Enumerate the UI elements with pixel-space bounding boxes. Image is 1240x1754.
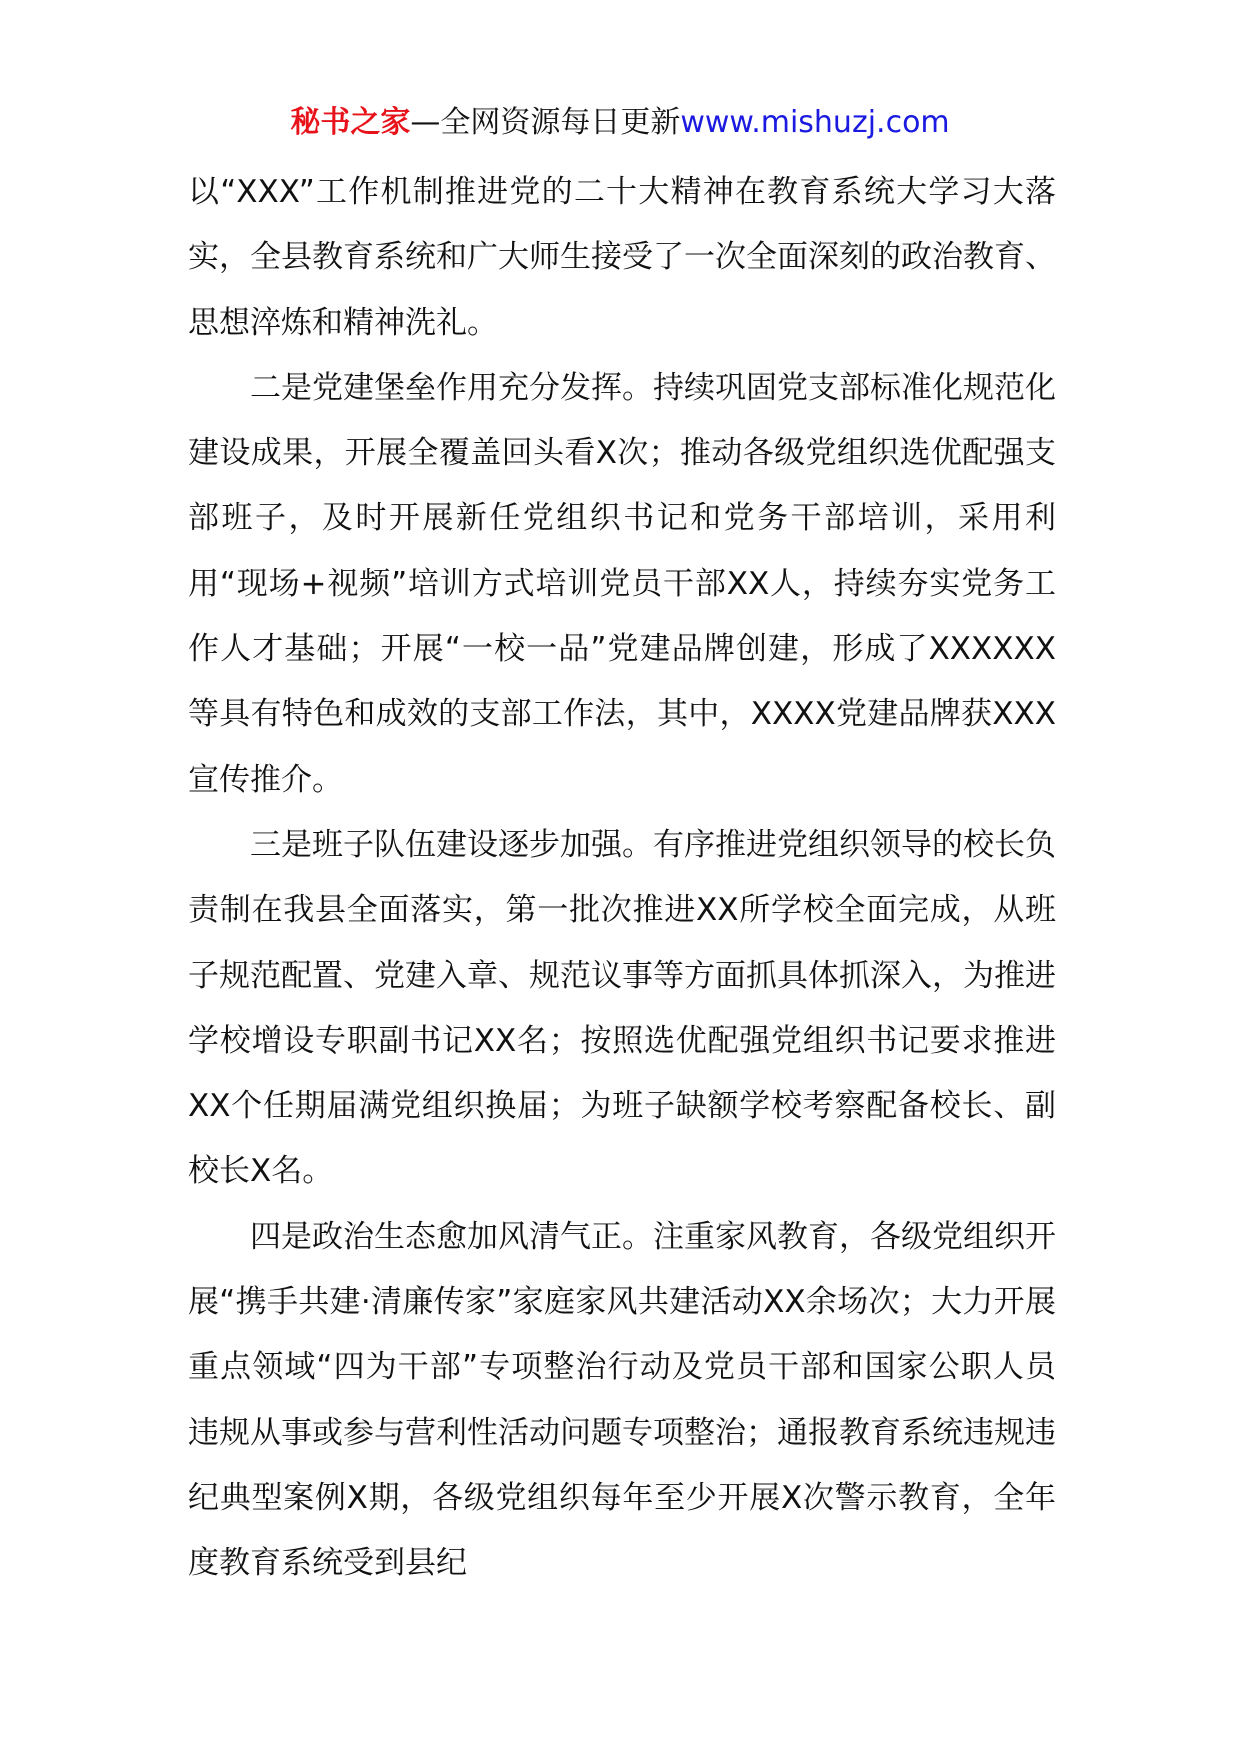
page-header <box>0 103 1240 143</box>
header-site-url[interactable]: www.mishuzj.com <box>680 105 950 140</box>
paragraph-political-ecology: 四是政治生态愈加风清气正。注重家风教育，各级党组织开展“携手共建·清廉传家”家庭家风共建活动XX余场次；大力开展重点领域“四为干部”专项整治行动及党员干部和国家公职人员违规从事或参与营利性活动问题专项整治；通报教育系统违规违纪典型案例X期，各级党组织每年至少开展X次警示教育，全年度教育系统受到县纪 <box>188 1218 1056 1582</box>
document-body <box>188 160 1056 1597</box>
header-brand: 秘书之家 <box>290 105 411 140</box>
paragraph-intro-continuation: 以“XXX”工作机制推进党的二十大精神在教育系统大学习大落实，全县教育系统和广大师生接受了一次全面深刻的政治教育、思想淬炼和精神洗礼。 <box>188 174 1056 341</box>
paragraph-party-building: 二是党建堡垒作用充分发挥。持续巩固党支部标准化规范化建设成果，开展全覆盖回头看X次；推动各级党组织选优配强支部班子，及时开展新任党组织书记和党务干部培训，采用利用“现场+视频”培训方式培训党员干部XX人，持续夯实党务工作人才基础；开展“一校一品”党建品牌创建，形成了XXXXXX等具有特色和成效的支部工作法，其中，XXXX党建品牌获XXX宣传推介。 <box>188 369 1056 798</box>
header-tagline: —全网资源每日更新 <box>410 105 681 140</box>
paragraph-team-building: 三是班子队伍建设逐步加强。有序推进党组织领导的校长负责制在我县全面落实，第一批次推进XX所学校全面完成，从班子规范配置、党建入章、规范议事等方面抓具体抓深入，为推进学校增设专职副书记XX名；按照选优配强党组织书记要求推进XX个任期届满党组织换届；为班子缺额学校考察配备校长、副校长X名。 <box>188 826 1056 1190</box>
